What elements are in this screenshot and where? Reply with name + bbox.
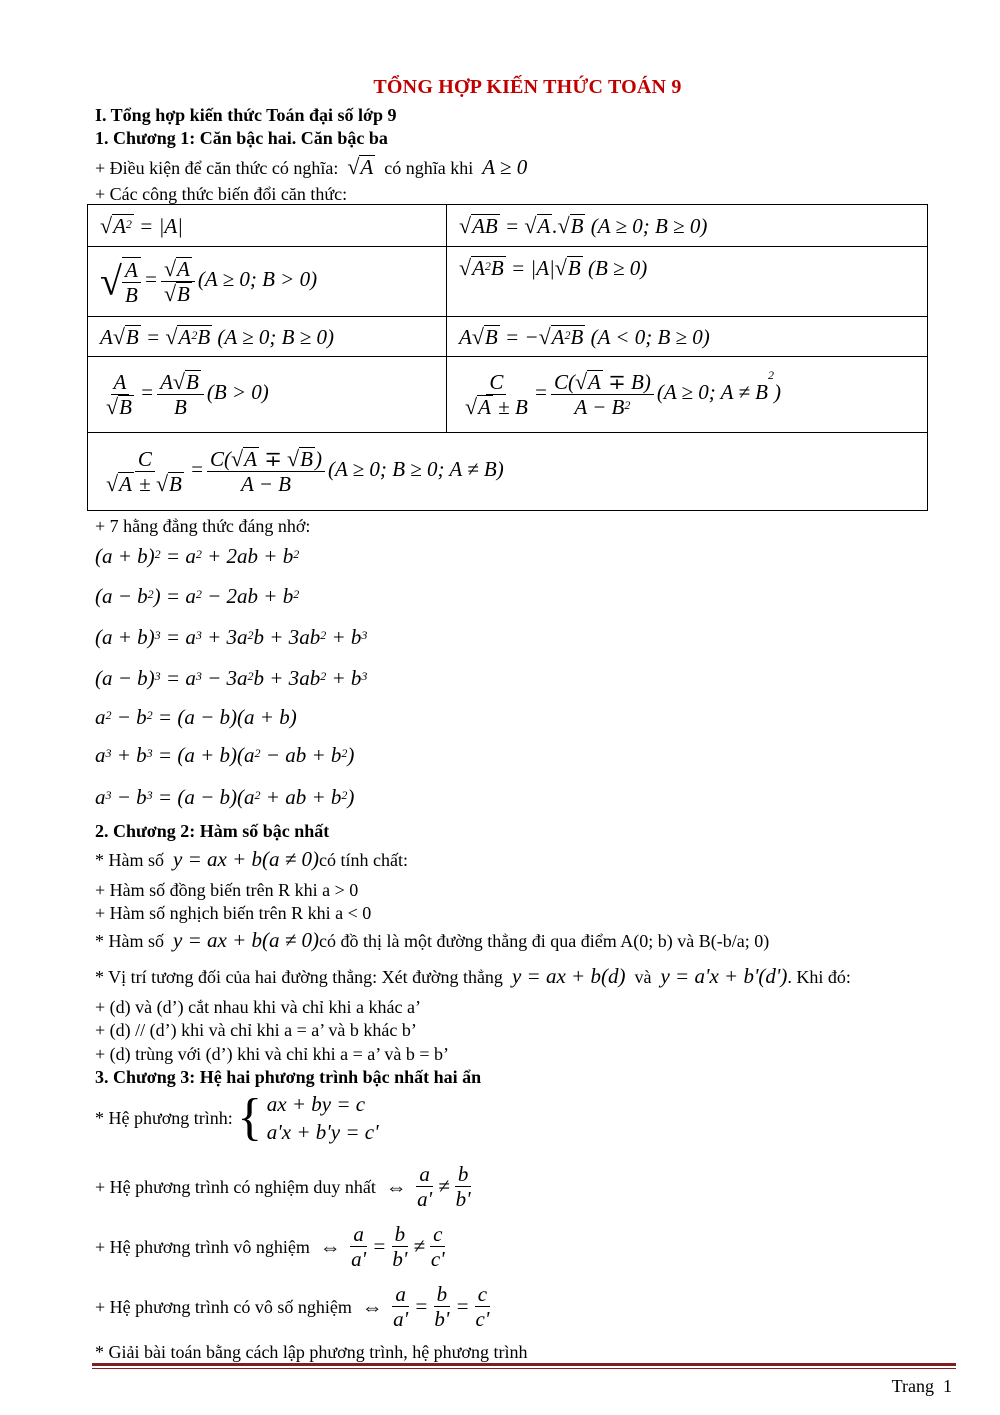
c2-line-1-prefix: * Hàm số — [95, 850, 164, 870]
root-formula-table — [87, 204, 928, 511]
formula-cell: √AB = √A.√B (A ≥ 0; B ≥ 0) — [447, 205, 928, 247]
root-condition-prefix: + Điều kiện để căn thức có nghĩa: — [95, 158, 339, 178]
c3-system-line: * Hệ phương trình: { ax + by = c a'x + b'y = c' — [95, 1089, 379, 1146]
root-condition-line — [95, 155, 527, 179]
c2-line-5-and: và — [634, 967, 652, 987]
formula-cell: $\frac{A}{√B}$ = $\frac{A√B}{B}$ (B > 0) — [88, 357, 447, 433]
c2-line-5: * Vị trí tương đối của hai đường thẳng: Xét đường thẳng y = ax + b(d) và y = a'x + b'(d'). Khi đó: — [95, 964, 851, 988]
transform-intro: + Các công thức biến đổi căn thức: — [95, 184, 348, 204]
c3-none-line: + Hệ phương trình vô nghiệm ⇔ $\frac{a}{a'}$ = $\frac{b}{b'}$ ≠ $\frac{c}{c'}$ — [95, 1222, 445, 1271]
c2-line-4-prefix: * Hàm số — [95, 931, 164, 951]
c3-infinite-line: + Hệ phương trình có vô số nghiệm ⇔ $\frac{a}{a'}$ = $\frac{b}{b'}$ = $\frac{c}{c'}$ — [95, 1282, 490, 1331]
c2-line-6: + (d) và (d’) cắt nhau khi và chỉ khi a khác a’ — [95, 997, 422, 1017]
c2-line-5-suffix: . Khi đó: — [787, 967, 851, 987]
formula-cell: $√A^2 = |A|$ — [88, 205, 447, 247]
formula-cell: $√A^2B = |A|√B$ (B ≥ 0) — [447, 247, 928, 317]
footer-rule-thin — [92, 1368, 956, 1369]
chapter3-heading: 3. Chương 3: Hệ hai phương trình bậc nhất hai ẩn — [95, 1067, 482, 1087]
c2-line-8: + (d) trùng với (d’) khi và chỉ khi a = a’ và b = b’ — [95, 1044, 450, 1064]
formula-a-geq-0: A ≥ 0 — [482, 155, 528, 179]
c2-line-2: + Hàm số đồng biến trên R khi a > 0 — [95, 880, 359, 900]
c2-line-4: * Hàm số y = ax + b(a ≠ 0)có đồ thị là một đường thẳng đi qua điểm A(0; b) và B(-b/a; 0) — [95, 928, 770, 952]
identity-6: $a^3 + b^3 = (a + b)(a^2$ − ab + $b^2$) — [95, 743, 355, 767]
c2-line-3: + Hàm số nghịch biến trên R khi a < 0 — [95, 903, 372, 923]
chapter1-heading: 1. Chương 1: Căn bậc hai. Căn bậc ba — [95, 128, 388, 148]
page-number — [892, 1376, 952, 1397]
c2-line-1: * Hàm số y = ax + b(a ≠ 0)có tính chất: — [95, 847, 409, 871]
c2-line-4-suffix: có đồ thị là một đường thẳng đi qua điểm A(0; b) và B(-b/a; 0) — [319, 931, 770, 951]
identity-3: $(a + b)^3 = a^3 + 3a^2b + 3ab^2 + b^3$ — [95, 625, 368, 649]
formula-cell: $\frac{C}{√A \pm √B}$ = $\frac{C(√A \mp √B)}{A - B}$ (A ≥ 0; B ≥ 0; A ≠ B) — [88, 433, 928, 511]
identity-4: $(a - b)^3 = a^3 - 3a^2b + 3ab^2 + b^3$ — [95, 666, 368, 690]
c2-line-1-suffix: có tính chất: — [319, 850, 409, 870]
c2-line-7: + (d) // (d’) khi và chỉ khi a = a’ và b khác b’ — [95, 1020, 417, 1040]
formula-cell: $\frac{C}{√A \pm B}$ = $\frac{C(√A \mp B)}{A - B^2}$ (A ≥ 0; $A \ne B^2$) — [447, 357, 928, 433]
c3-solve-line: * Giải bài toán bằng cách lập phương trình, hệ phương trình — [95, 1342, 528, 1362]
c3-infinite-label: + Hệ phương trình có vô số nghiệm — [95, 1297, 352, 1318]
formula-sqrt-a: √A — [347, 154, 374, 179]
identities-intro: + 7 hằng đẳng thức đáng nhớ: — [95, 516, 311, 536]
identity-5: $a^2 - b^2 = (a - b)(a + b)$ — [95, 705, 297, 729]
identity-2: $(a - b^2) = a^2 - 2ab + b^2$ — [95, 584, 300, 608]
page-number-value: 1 — [943, 1376, 952, 1396]
c3-none-label: + Hệ phương trình vô nghiệm — [95, 1237, 310, 1258]
footer-rule — [92, 1363, 956, 1366]
identity-7: $a^3 - b^3 = (a - b)(a^2$ + ab + $b^2$) — [95, 785, 355, 809]
root-condition-mid: có nghĩa khi — [384, 158, 474, 178]
c3-system-label: * Hệ phương trình: — [95, 1108, 233, 1128]
page-label: Trang — [891, 1376, 934, 1396]
formula-cell: $A√B = -√A^2B$ (A < 0; B ≥ 0) — [447, 317, 928, 357]
c3-unique-label: + Hệ phương trình có nghiệm duy nhất — [95, 1177, 376, 1198]
formula-cell: $A√B = √A^2B$ (A ≥ 0; B ≥ 0) — [88, 317, 447, 357]
c2-line-5-prefix: * Vị trí tương đối của hai đường thẳng: Xét đường thẳng — [95, 967, 503, 987]
formula-cell: √ $\frac{A}{B}$ = $\frac{√A}{√B}$ (A ≥ 0; B > 0) — [88, 247, 447, 317]
page-title: TỔNG HỢP KIẾN THỨC TOÁN 9 — [373, 76, 682, 98]
section-heading: I. Tổng hợp kiến thức Toán đại số lớp 9 — [95, 105, 397, 125]
chapter2-heading: 2. Chương 2: Hàm số bậc nhất — [95, 821, 330, 841]
c3-unique-line: + Hệ phương trình có nghiệm duy nhất ⇔ $\frac{a}{a'}$ ≠ $\frac{b}{b'}$ — [95, 1162, 471, 1211]
identity-1: $(a + b)^2 = a^2 + 2ab + b^2$ — [95, 544, 300, 568]
